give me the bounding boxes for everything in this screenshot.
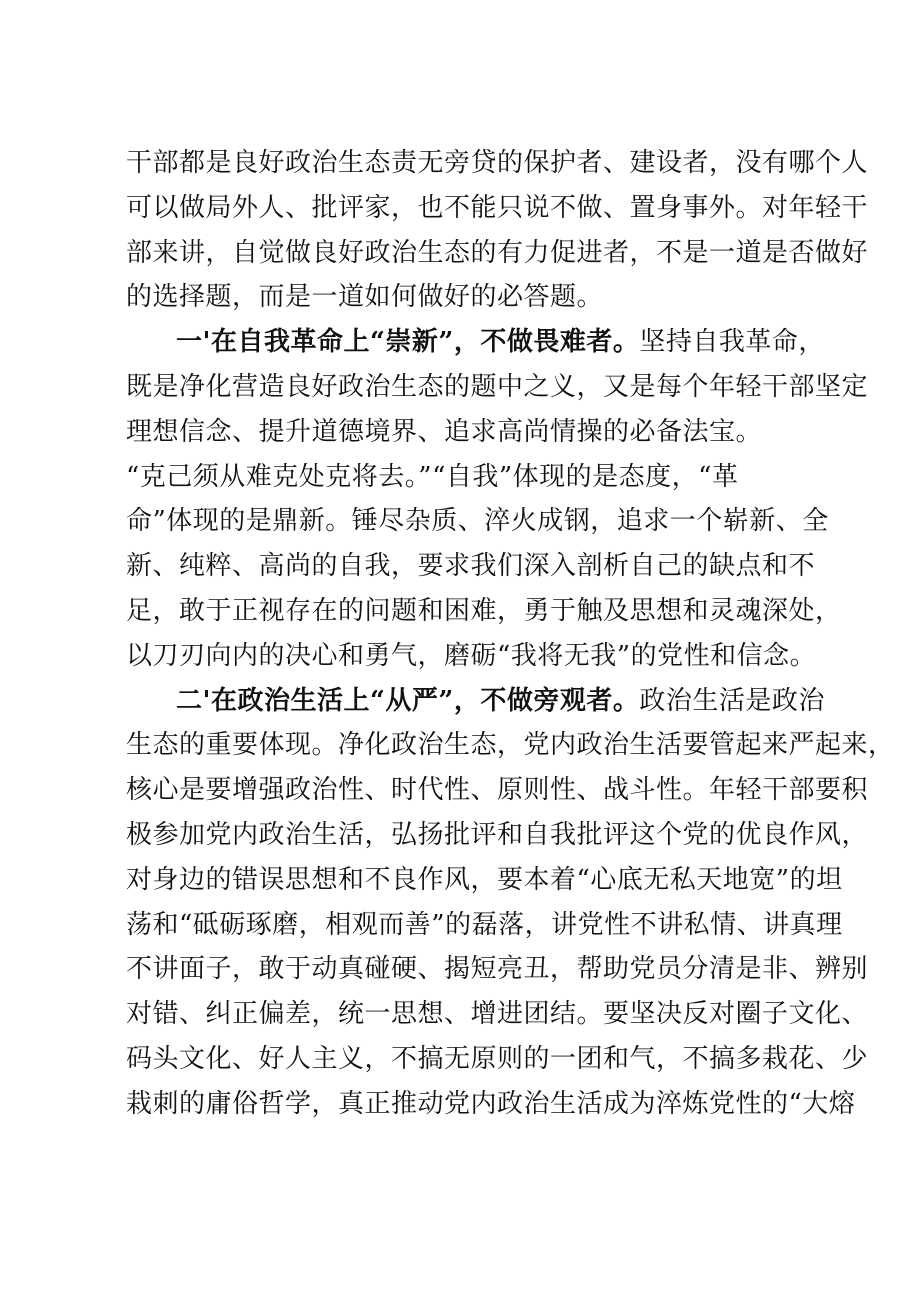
text-line: 极参加党内政治生活，弘扬批评和自我批评这个党的优良作风， — [126, 819, 869, 850]
text-line: 荡和“砥砺琢磨，相观而善”的磊落，讲党性不讲私情、讲真理 — [126, 909, 843, 940]
text-line: 不讲面子，敢于动真碰硬、揭短亮丑，帮助党员分清是非、辨别 — [126, 954, 869, 985]
text-line: 核心是要增强政治性、时代性、原则性、战斗性。年轻干部要积 — [126, 775, 869, 806]
text-line-first — [126, 320, 826, 365]
text-line: 对错、纠正偏差，统一思想、增进团结。要坚决反对圈子文化、 — [126, 999, 869, 1030]
text-line-first — [126, 679, 826, 724]
text-line: 干部都是良好政治生态责无旁贷的保护者、建设者，没有哪个人 — [126, 148, 869, 178]
text-line: 生态的重要体现。净化政治生态，党内政治生活要管起来严起来， — [126, 730, 895, 761]
section-heading-2: 二'在政治生活上“从严”，不做旁观者。 — [176, 685, 640, 716]
text-line: 既是净化营造良好政治生态的题中之义，又是每个年轻干部坚定 — [126, 371, 869, 402]
paragraph-section-1 — [126, 320, 869, 678]
section-heading-1: 一'在自我革命上“崇新”，不做畏难者。 — [176, 327, 640, 358]
paragraph-intro — [126, 141, 869, 320]
text-line: 码头文化、好人主义，不搞无原则的一团和气，不搞多栽花、少 — [126, 1043, 869, 1074]
text-line: 理想信念、提升道德境界、追求高尚情操的必备法宝。 — [126, 416, 763, 447]
paragraph-section-2 — [126, 679, 895, 1127]
text-run: 坚持自我革命， — [639, 327, 825, 358]
text-line: 的选择题，而是一道如何做好的必答题。 — [126, 282, 604, 313]
text-line: 可以做局外人、批评家，也不能只说不做、置身事外。对年轻干 — [126, 192, 869, 223]
document-body — [126, 141, 895, 1127]
text-line: 对身边的错误思想和不良作风，要本着“心底无私天地宽”的坦 — [126, 864, 843, 895]
text-line: 以刀刃向内的决心和勇气，磨砺“我将无我”的党性和信念。 — [126, 640, 817, 671]
text-line: 命”体现的是鼎新。锤尽杂质、淬火成钢，追求一个崭新、全 — [126, 506, 829, 537]
text-line: 部来讲，自觉做良好政治生态的有力促进者，不是一道是否做好 — [126, 237, 869, 268]
text-line: 足，敢于正视存在的问题和困难，勇于触及思想和灵魂深处， — [126, 595, 842, 626]
text-line: 栽刺的庸俗哲学，真正推动党内政治生活成为淬炼党性的“大熔 — [126, 1088, 856, 1119]
text-line: “克己须从难克处克将去。”“自我”体现的是态度，“革 — [126, 461, 739, 492]
text-line: 新、纯粹、高尚的自我，要求我们深入剖析自己的缺点和不 — [126, 551, 816, 582]
text-run: 政治生活是政治 — [639, 685, 825, 716]
